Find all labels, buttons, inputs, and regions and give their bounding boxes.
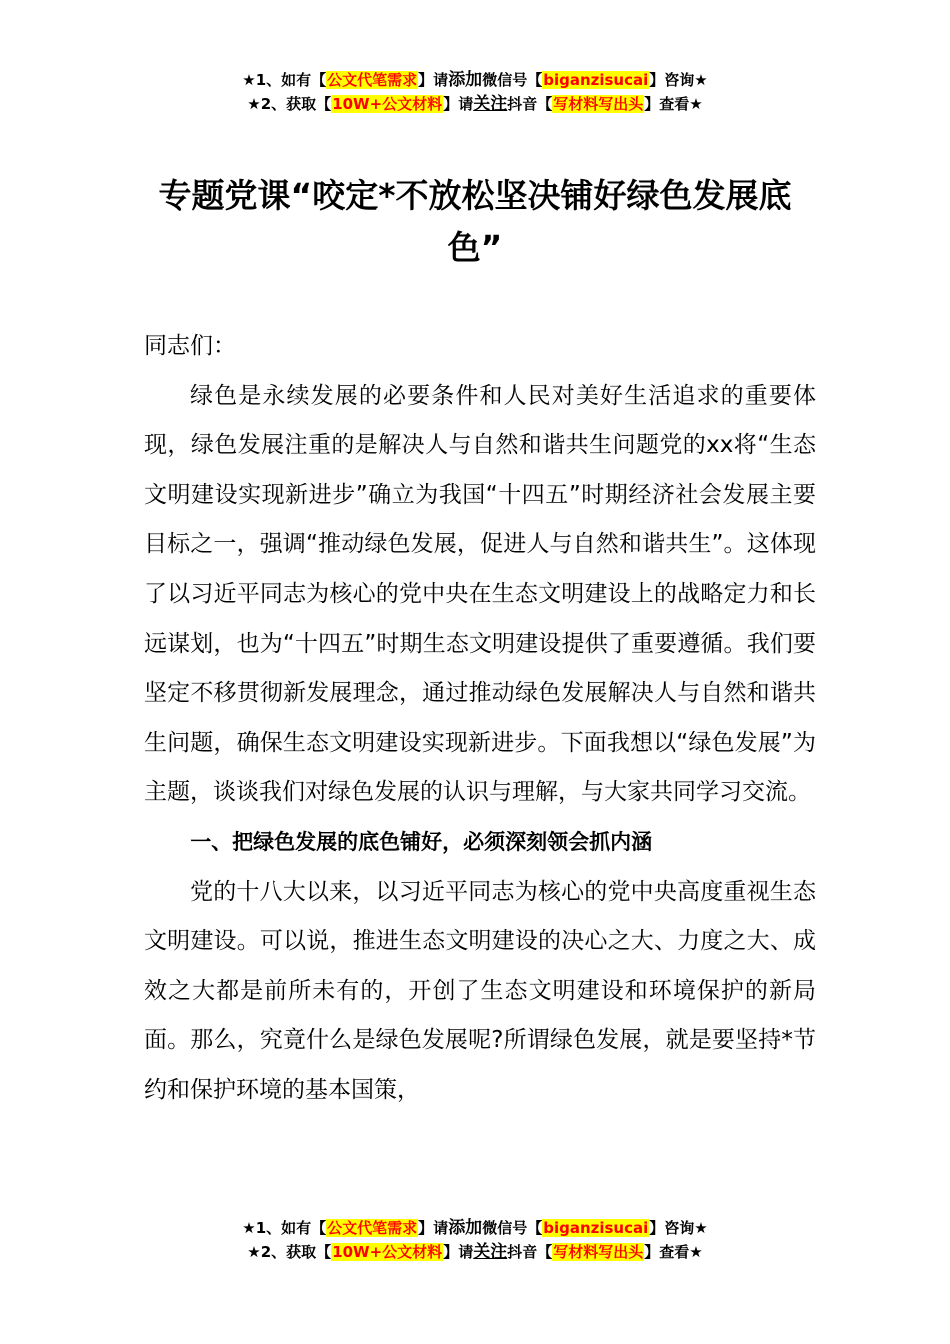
promo-text: 】请	[443, 1243, 474, 1261]
promo-text: ★1、如有【	[242, 1219, 327, 1237]
promo-text: 】咨询★	[649, 1219, 708, 1237]
promo-text: ★2、获取【	[247, 1243, 332, 1261]
document-title: 专题党课“咬定*不放松坚决铺好绿色发展底色”	[158, 176, 792, 267]
salutation: 同志们：	[144, 333, 236, 359]
body-paragraph: 党的十八大以来，以习近平同志为核心的党中央高度重视生态文明建设。可以说，推进生态文明建设的决心之大、力度之大、成效之大都是前所未有的，开创了生态文明建设和环境保护的新局面。那么，究竟什么是绿色发展呢?所谓绿色发展，就是要坚持*节约和保护环境的基本国策，	[144, 878, 816, 1103]
section-heading: 一、把绿色发展的底色铺好，必须深刻领会抓内涵	[190, 829, 653, 854]
promo-emphasis: 关注	[473, 1242, 508, 1262]
document-body	[144, 322, 816, 1116]
promo-text: 抖音【	[507, 95, 553, 113]
promo-emphasis: 添加	[448, 70, 483, 90]
promo-line-1	[0, 68, 950, 92]
promo-line-1	[0, 1216, 950, 1240]
promo-text: 抖音【	[507, 1243, 553, 1261]
promo-line-2	[0, 92, 950, 116]
promo-highlight: 公文代笔需求	[327, 71, 418, 89]
promo-text: 】请	[443, 95, 474, 113]
promo-douyin-id: 写材料写出头	[553, 95, 644, 113]
promo-highlight: 公文代笔需求	[327, 1219, 418, 1237]
promo-text: 微信号【	[482, 1219, 543, 1237]
promo-text: 】咨询★	[649, 71, 708, 89]
promo-text: ★2、获取【	[247, 95, 332, 113]
promo-highlight: 10W+公文材料	[332, 1243, 443, 1261]
promo-text: 微信号【	[482, 71, 543, 89]
promo-text: 】查看★	[644, 1243, 703, 1261]
promo-highlight: 10W+公文材料	[332, 95, 443, 113]
body-paragraph: 绿色是永续发展的必要条件和人民对美好生活追求的重要体现，绿色发展注重的是解决人与自然和谐共生问题党的xx将“生态文明建设实现新进步”确立为我国“十四五”时期经济社会发展主要目标之一，强调“推动绿色发展，促进人与自然和谐共生”。这体现了以习近平同志为核心的党中央在生态文明建设上的战略定力和长远谋划，也为“十四五”时期生态文明建设提供了重要遵循。我们要坚定不移贯彻新发展理念，通过推动绿色发展解决人与自然和谐共生问题，确保生态文明建设实现新进步。下面我想以“绿色发展”为主题，谈谈我们对绿色发展的认识与理解，与大家共同学习交流。	[144, 382, 816, 806]
promo-text: ★1、如有【	[242, 71, 327, 89]
promo-line-2	[0, 1240, 950, 1264]
promo-emphasis: 添加	[448, 1218, 483, 1238]
promo-emphasis: 关注	[473, 94, 508, 114]
promo-wechat-id: biganzisucai	[543, 1219, 649, 1237]
promo-text: 】查看★	[644, 95, 703, 113]
promo-text: 】请	[418, 71, 449, 89]
promo-wechat-id: biganzisucai	[543, 71, 649, 89]
promo-text: 】请	[418, 1219, 449, 1237]
promo-douyin-id: 写材料写出头	[553, 1243, 644, 1261]
top-promo-banner	[0, 68, 950, 116]
bottom-promo-banner	[0, 1216, 950, 1264]
